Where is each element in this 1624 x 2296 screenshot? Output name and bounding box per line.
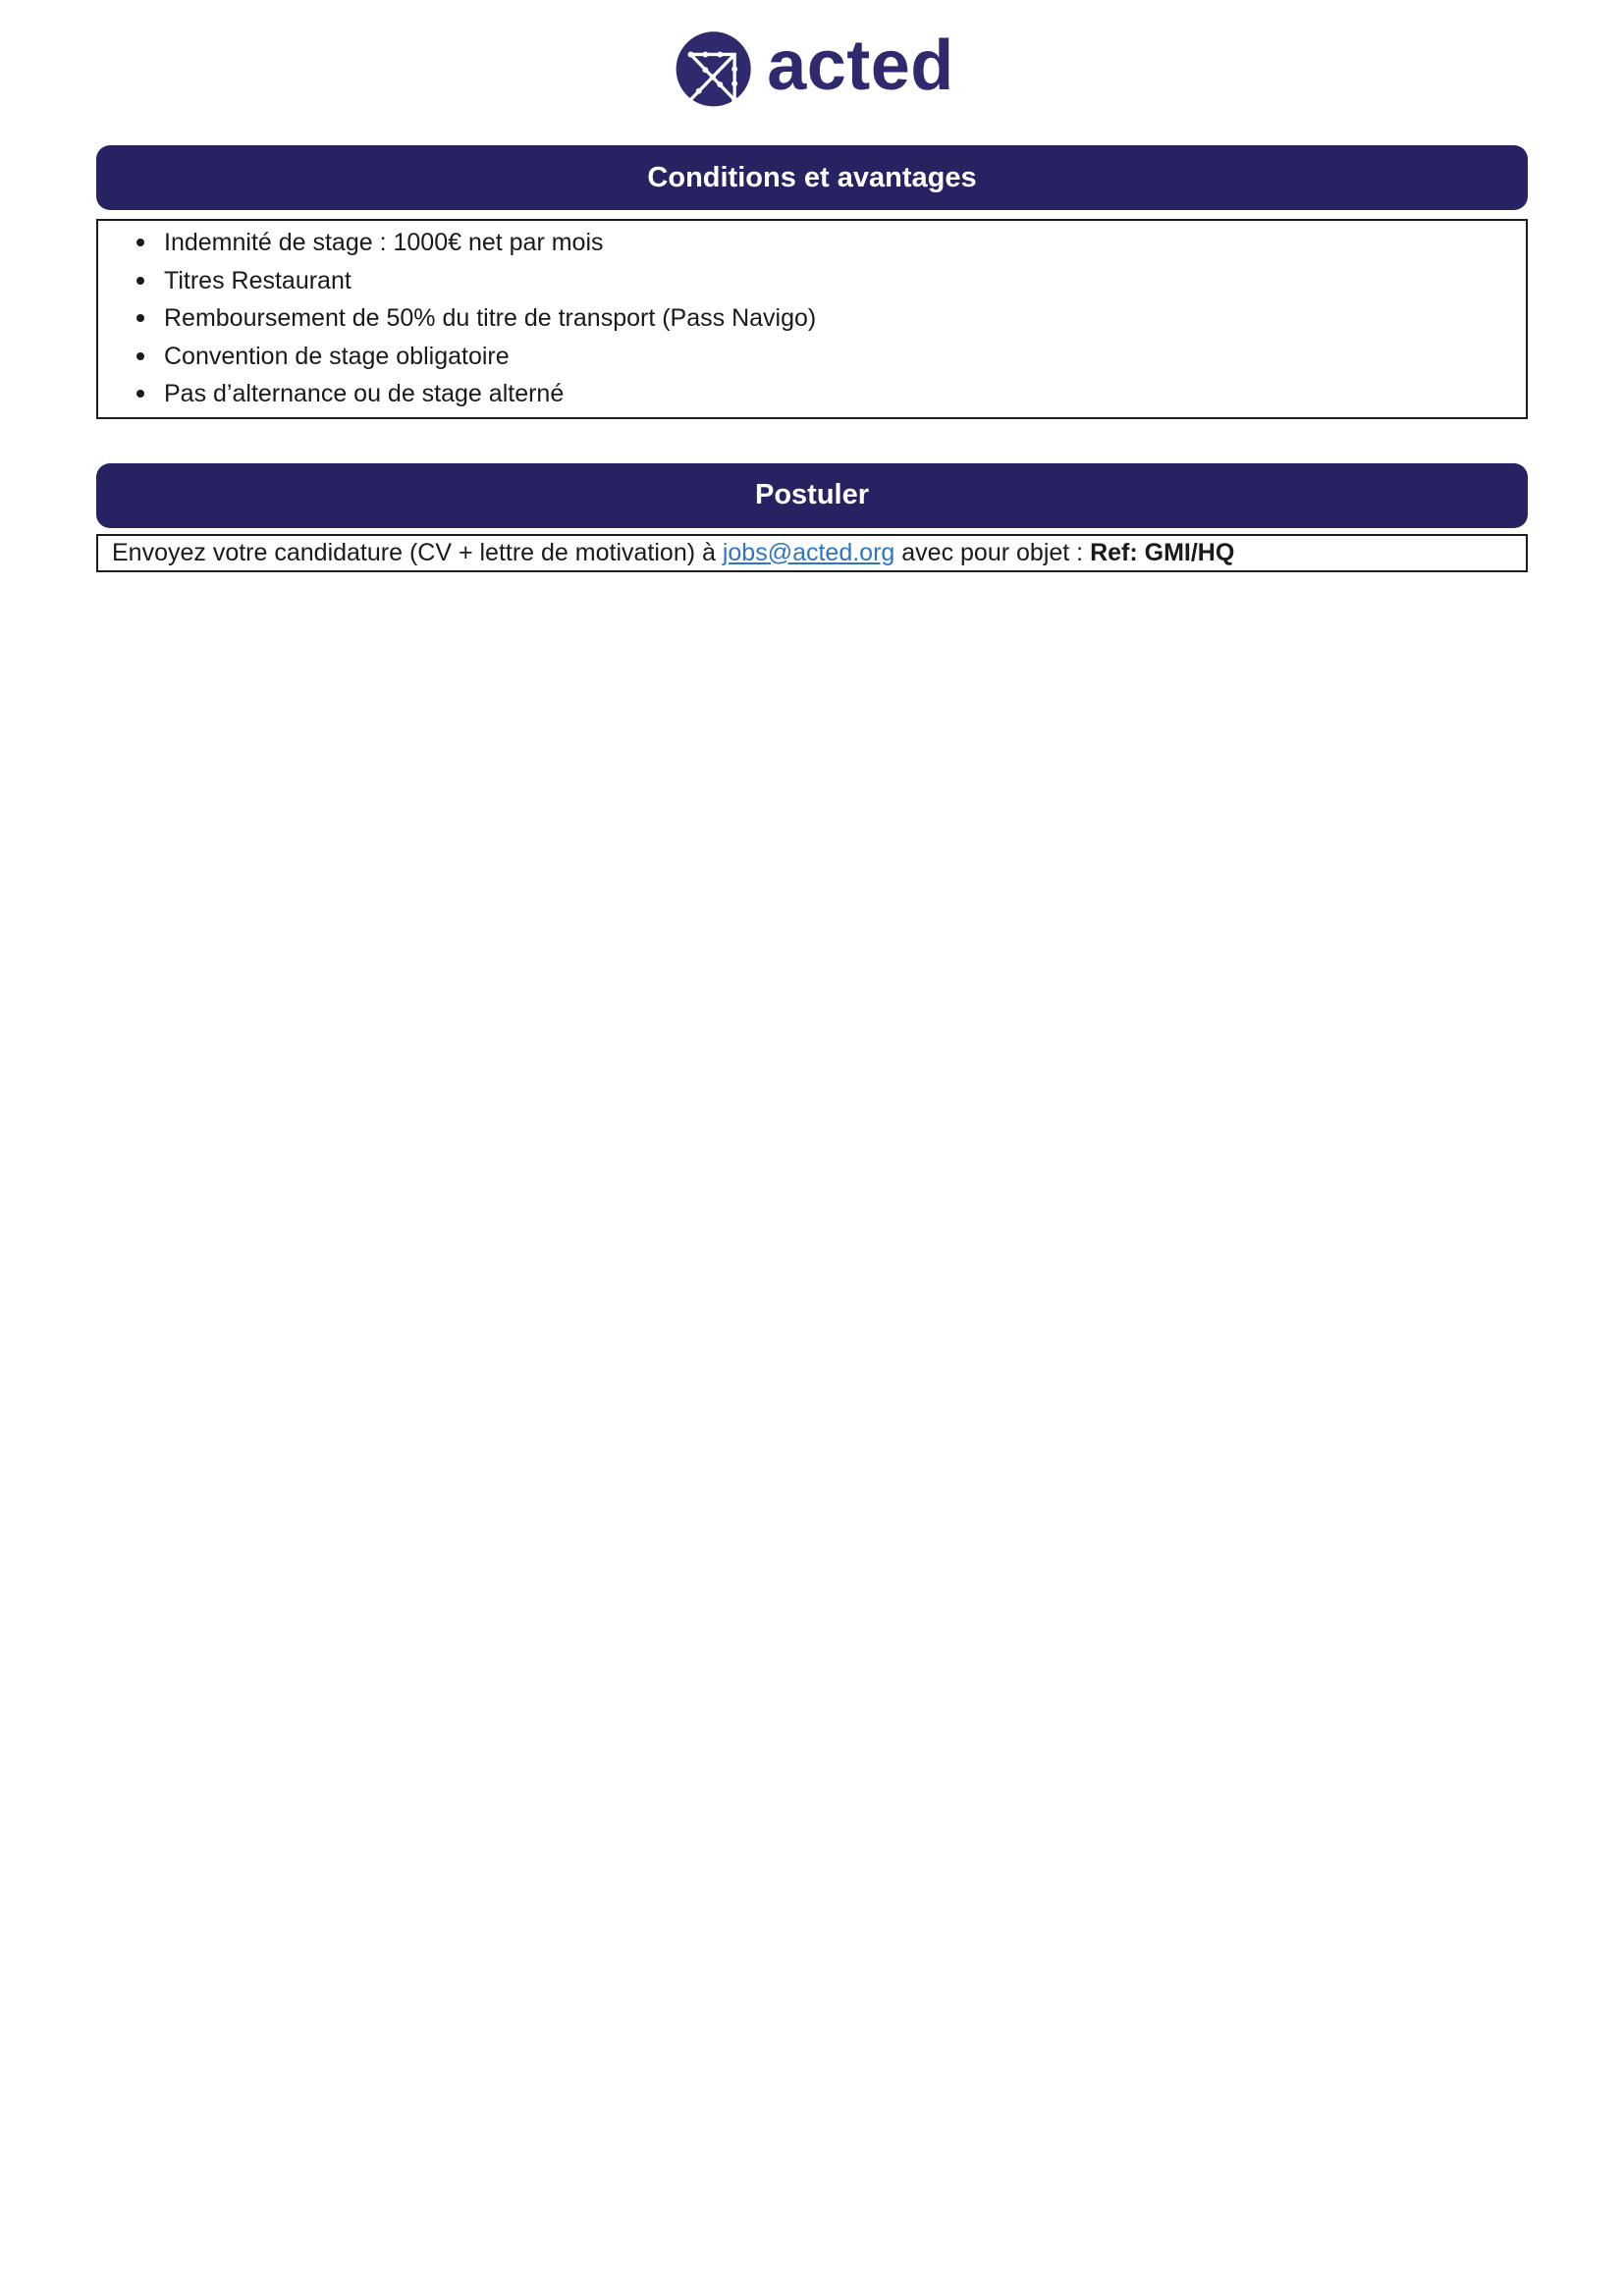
apply-reference: Ref: GMI/HQ [1090, 538, 1235, 566]
benefit-list [98, 224, 1516, 413]
conditions-title: Conditions et avantages [647, 161, 977, 193]
benefit-item: Indemnité de stage : 1000€ net par mois [98, 224, 1516, 262]
postuler-title: Postuler [754, 479, 870, 510]
postuler-title-bar [96, 463, 1528, 528]
conditions-title-bar [96, 145, 1528, 210]
apply-instruction-box [96, 534, 1528, 572]
benefits-box [96, 219, 1528, 419]
benefit-item: Pas d’alternance ou de stage alterné [98, 375, 1516, 413]
apply-text-before: Envoyez votre candidature (CV + lettre de motivation) à [112, 538, 723, 566]
apply-email-link[interactable]: jobs@acted.org [722, 538, 895, 566]
benefit-item: Remboursement de 50% du titre de transport (Pass Navigo) [98, 299, 1516, 338]
apply-text-middle: avec pour objet : [894, 538, 1091, 566]
logo [0, 0, 1624, 105]
benefit-item: Convention de stage obligatoire [98, 338, 1516, 376]
acted-logo-icon [670, 28, 754, 113]
logo-wordmark: acted [767, 27, 954, 105]
benefit-item: Titres Restaurant [98, 262, 1516, 300]
content-column [96, 145, 1528, 572]
